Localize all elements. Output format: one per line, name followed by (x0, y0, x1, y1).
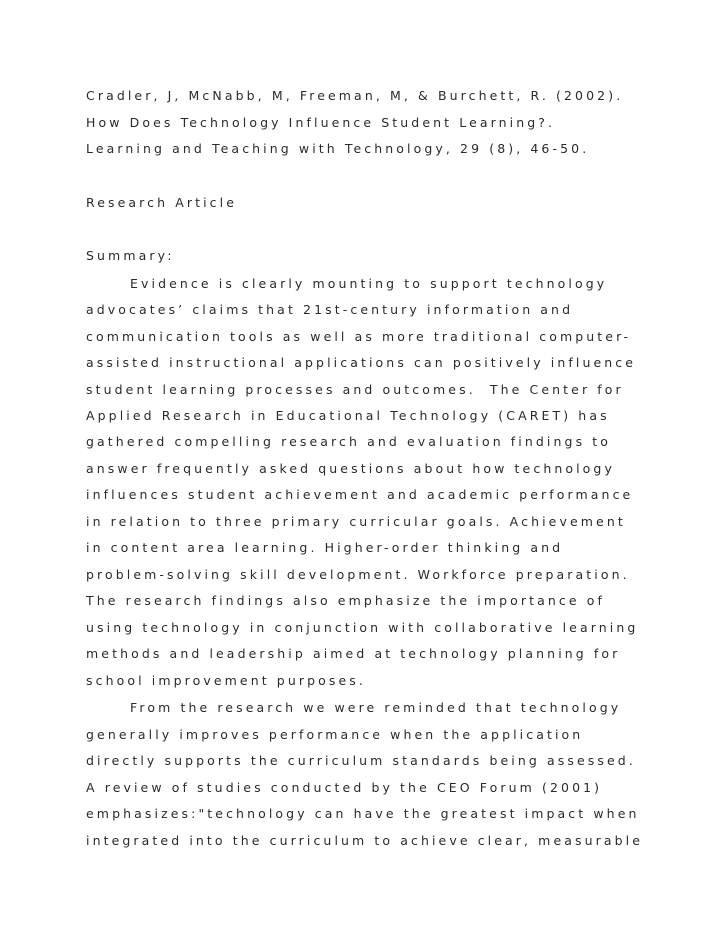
paragraph-1-line: Evidence is clearly mounting to support technology (130, 276, 608, 291)
paragraph-1-line: assisted instructional applications can positively influence (86, 355, 637, 370)
article-type: Research Article (86, 195, 238, 210)
paragraph-1-line: communication tools as well as more traditional computer- (86, 329, 632, 344)
citation-line-1: Cradler, J, McNabb, M, Freeman, M, & Burchett, R. (2002). (86, 88, 624, 103)
paragraph-2-line: emphasizes:"technology can have the greatest impact when (86, 806, 640, 821)
paragraph-1-line: problem-solving skill development. Workforce preparation. (86, 567, 630, 582)
citation-line-2: How Does Technology Influence Student Learning?. (86, 115, 556, 130)
paragraph-1-line: influences student achievement and academic performance (86, 487, 634, 502)
paragraph-1-line: Applied Research in Educational Technology (CARET) has (86, 408, 610, 423)
paragraph-2-line: From the research we were reminded that technology (130, 700, 622, 715)
paragraph-1-line: The research findings also emphasize the importance of (86, 593, 606, 608)
summary-heading: Summary: (86, 248, 175, 263)
paragraph-1-line: advocates’ claims that 21st-century information and (86, 302, 574, 317)
paragraph-2-line: A review of studies conducted by the CEO Forum (2001) (86, 780, 603, 795)
paragraph-1-line: methods and leadership aimed at technology planning for (86, 646, 621, 661)
paragraph-1-line: in relation to three primary curricular goals. Achievement (86, 514, 626, 529)
paragraph-2-line: integrated into the curriculum to achieve clear, measurable (86, 833, 644, 848)
paragraph-2-line: generally improves performance when the application (86, 727, 584, 742)
paragraph-2-line: directly supports the curriculum standards being assessed. (86, 753, 636, 768)
paragraph-1-line: using technology in conjunction with collaborative learning (86, 620, 639, 635)
paragraph-1-line: gathered compelling research and evaluation findings to (86, 434, 611, 449)
citation-line-3: Learning and Teaching with Technology, 29 (8), 46-50. (86, 141, 590, 156)
paragraph-1-line: school improvement purposes. (86, 673, 366, 688)
paragraph-1-line: in content area learning. Higher-order thinking and (86, 540, 564, 555)
paragraph-1-line: answer frequently asked questions about how technology (86, 461, 615, 476)
paragraph-1-line: student learning processes and outcomes. The Center for (86, 382, 624, 397)
